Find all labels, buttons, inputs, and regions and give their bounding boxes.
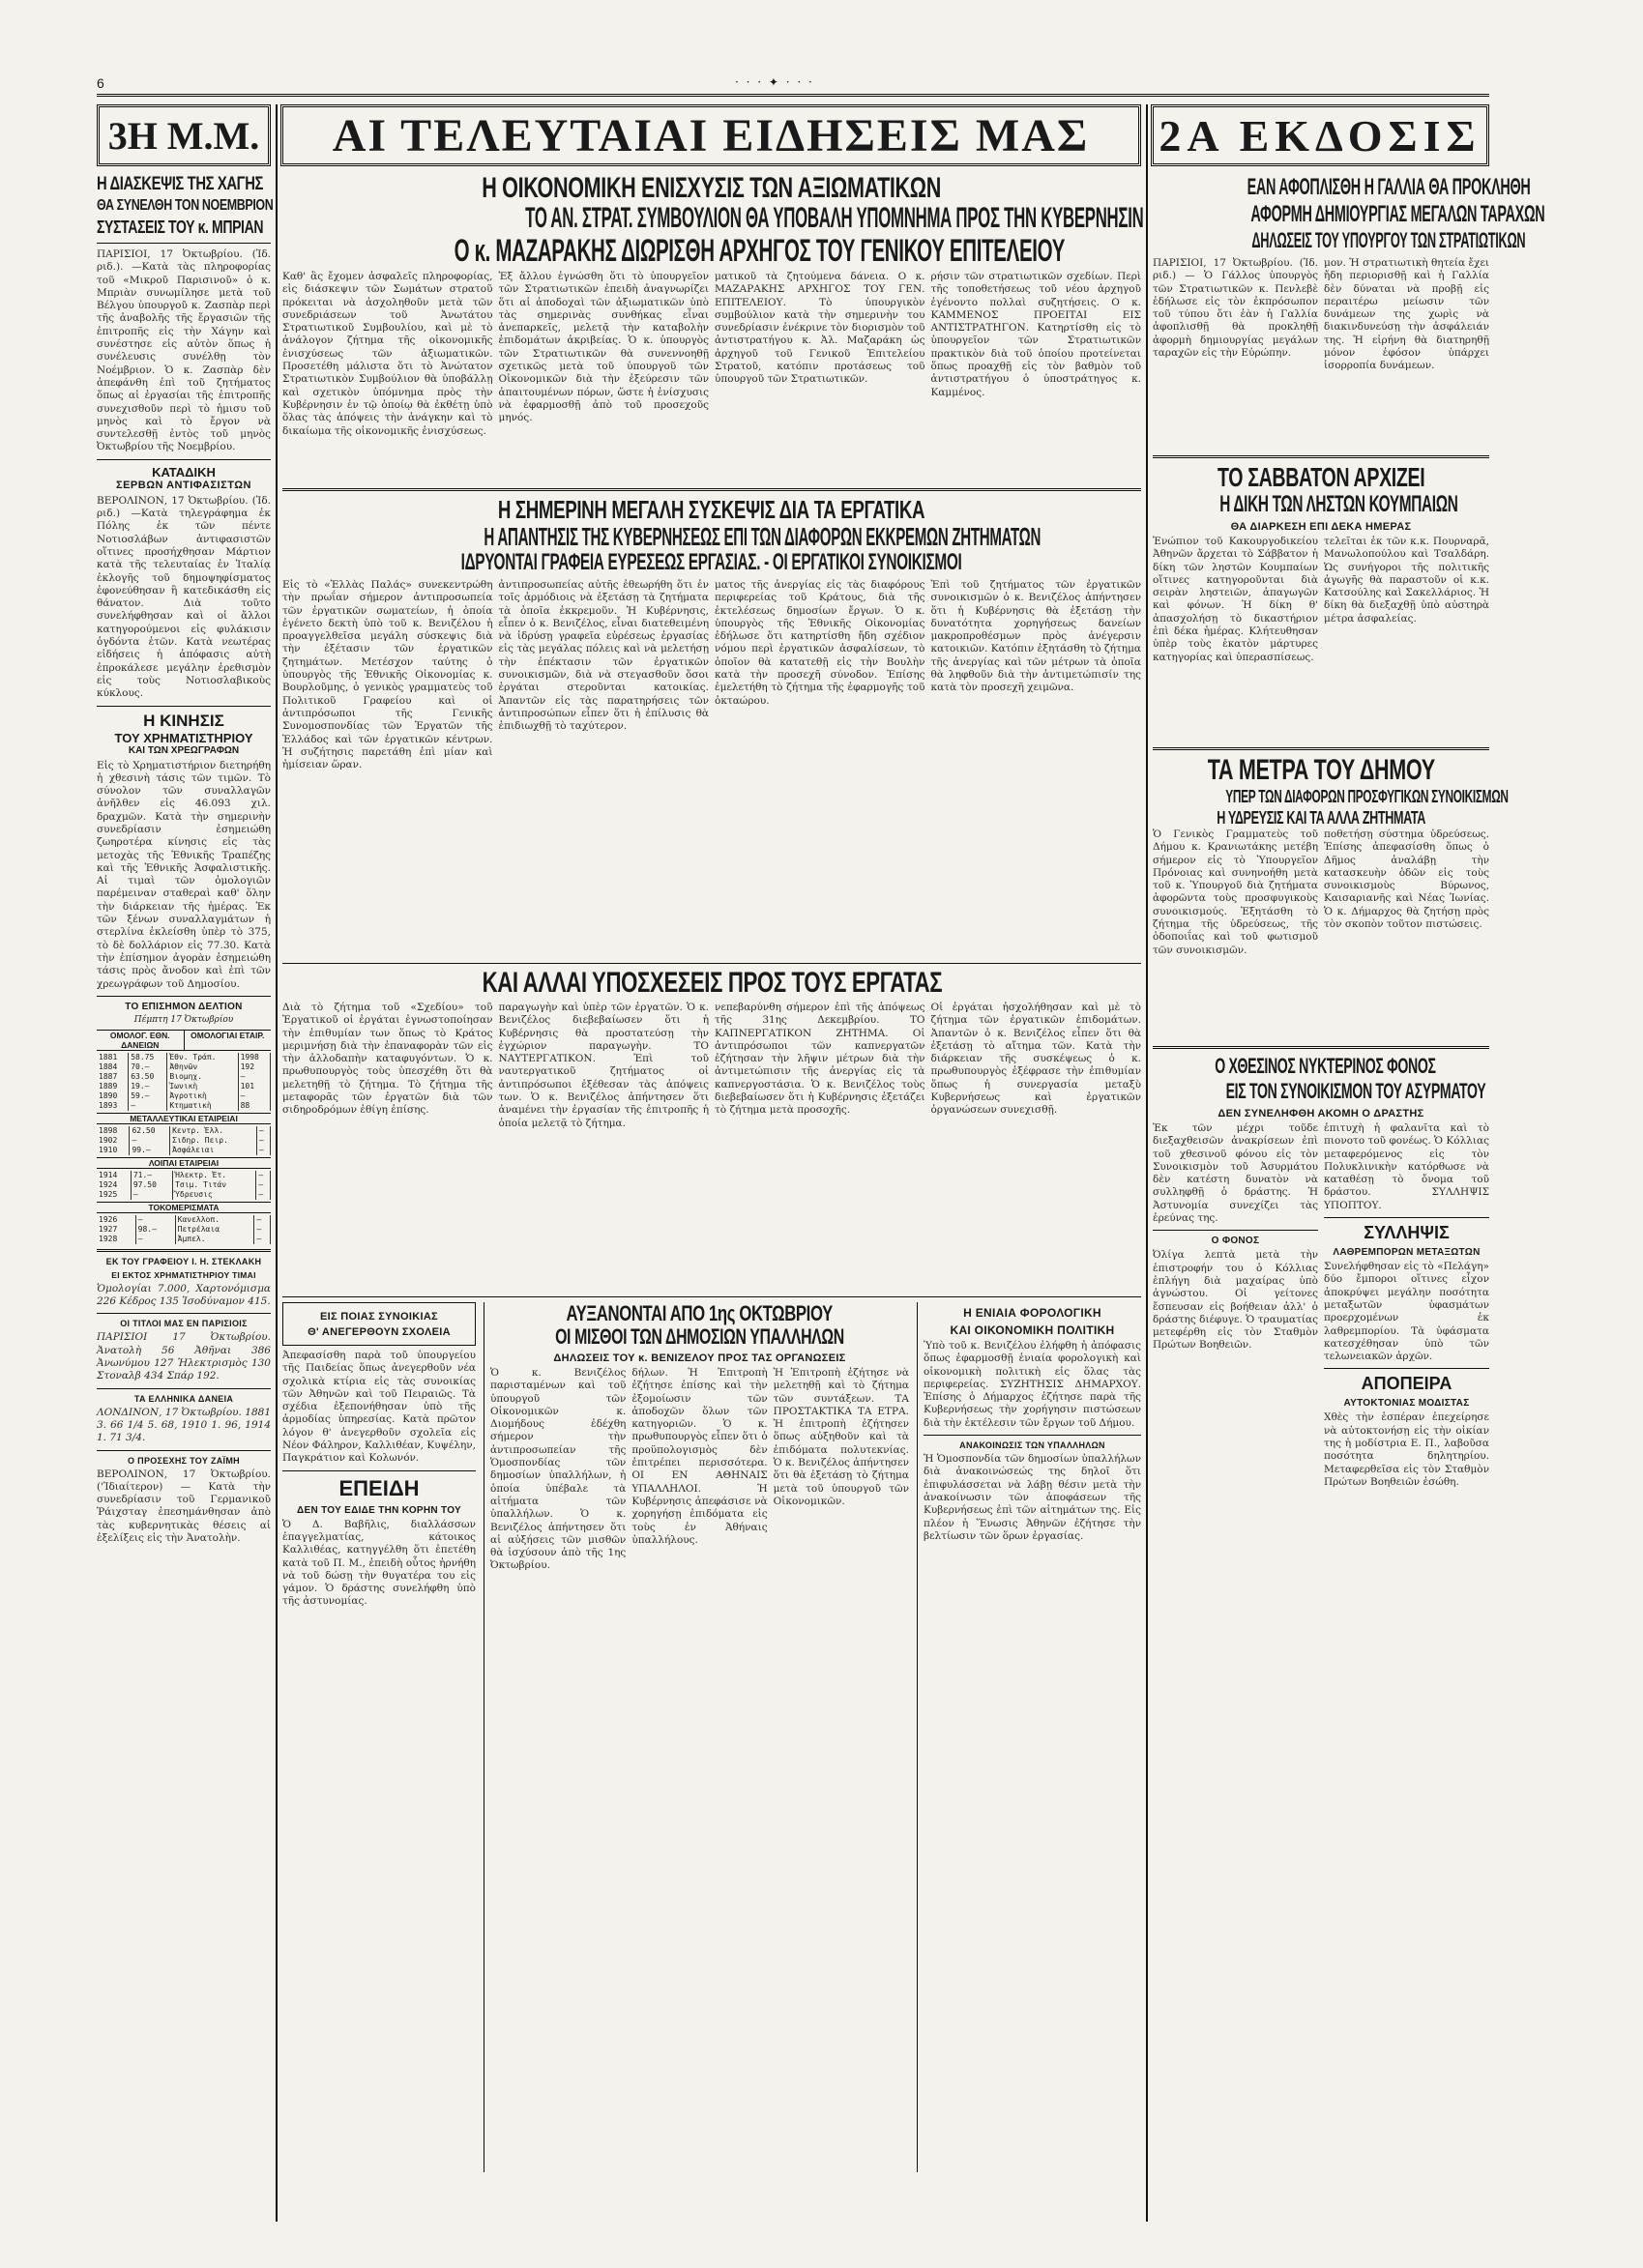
table-cell: 70.— bbox=[129, 1062, 167, 1072]
lead-headline-3: Ο κ. ΜΑΖΑΡΑΚΗΣ ΔΙΩΡΙΣΘΗ ΑΡΧΗΓΟΣ ΤΟΥ ΓΕΝΙΚΟΥ ΕΠΙΤΕΛΕΙΟΥ bbox=[454, 233, 1066, 268]
table-cell: — bbox=[256, 1190, 271, 1200]
table-cell: 1925 bbox=[97, 1190, 131, 1200]
article-text: ρήσιν τῶν στρατιωτικῶν σχεδίων. Περὶ τῆς τοποθετήσεως τοῦ νέου ἀρχηγοῦ ἐγένοντο πολλαὶ συζητήσεις. Ο κ. ΚΑΜΜΕΝΟΣ ΠΡΟΕΙΤΑΙ ΕΙΣ ΑΝΤΙΣΤΡΑΤΗΓΟΝ. Κατηρτίσθη εἰς τὸ ὑπουργεῖον τῶν Στρατιωτικῶν πρακτικὸν διὰ τοῦ ὁποίου προτείνεται ὅπως προαχθῇ εἰς τὸν βαθμὸν τοῦ ἀντιστρατήγου ὁ ὑποστράτηγος κ. Καμμένος. bbox=[930, 271, 1141, 398]
table-cell: Κεντρ. Ἑλλ. bbox=[170, 1126, 257, 1136]
table-cell: 1998 bbox=[238, 1053, 270, 1062]
article-text: Εἰς τὸ «Ἑλλὰς Παλάς» συνεκεντρώθη τὴν πρωΐαν σήμερον ἀντιπροσωπεία τῶν ἐργατικῶν σωματείων, ἡ ὁποία ἐγένετο δεκτὴ ὑπὸ τοῦ κ. Βενιζέλου ἡ προαγγελθεῖσα μεγάλη σύσκεψις διὰ τὴν ἐξέτασιν τῶν ἐργατικῶν ζητημάτων. Μετέσχον ταύτης ὁ ὑπουργὸς τῆς Ἐθνικῆς Οἰκονομίας κ. Βουρλοῦμης, ὁ γενικὸς γραμματεὺς τοῦ Πολιτικοῦ Γραφείου καὶ οἱ ἀντιπρόσωποι τῆς Γενικῆς Συνομοσπονδίας τῶν Ἐργατῶν τῆς Ἑλλάδος καὶ τῶν ἐργατικῶν κέντρων. Ἡ συζήτησις παρετάθη ἐπὶ μίαν καὶ ἡμίσειαν ὥραν. bbox=[282, 579, 493, 771]
article-text: ματος τῆς ἀνεργίας εἰς τὰς διαφόρους περιφερείας τοῦ Κράτους, διὰ τῆς ἐκτελέσεως δημοσίων ἔργων. Ὁ κ. ὑπουργὸς τῆς Ἐθνικῆς Οἰκονομίας ἐδήλωσε ὅτι κατηρτίσθη ἤδη σχέδιον νόμου περὶ ἐργατικῶν ἀσφαλίσεων, τὸ ὁποῖον θὰ κατατεθῇ εἰς τὴν Βουλὴν κατὰ τὴν προσεχῆ σύνοδον. Ἐπίσης ἐμελετήθη τὸ ζήτημα τῆς ἐφαρμογῆς τοῦ ὀκταώρου. bbox=[715, 579, 925, 707]
table-cell: 1898 bbox=[97, 1126, 130, 1136]
table-cell: — bbox=[130, 1136, 170, 1146]
table-row bbox=[97, 1180, 271, 1190]
newspaper-page bbox=[97, 75, 1545, 2224]
story-title: ΚΑΤΑΔΙΚΗ bbox=[152, 464, 216, 480]
article-text: Χθὲς τὴν ἑσπέραν ἐπεχείρησε νὰ αὐτοκτονήσῃ εἰς τὴν οἰκίαν της ἡ μοδίστρια Ε. Π., λαβοῦσα ποσότητα δηλητηρίου. Μεταφερθεῖσα εἰς τὸν Σταθμὸν Πρώτων Βοηθειῶν ἐσώθη. bbox=[1324, 1411, 1489, 1488]
article-text: ἀντιπροσωπείας αὐτῆς ἐθεωρήθη ὅτι ἐν τοῖς ἀρμόδιοις νὰ ἐξετάσῃ τὰ ζητήματα τὰ ὁποῖα ἐκκρεμοῦν. Ἡ Κυβέρνησις, εἶπεν ὁ κ. Βενιζέλος, εἶναι διατεθειμένη νὰ ἱδρύσῃ γραφεῖα εὑρέσεως ἐργασίας εἰς τὰς μεγάλας πόλεις καὶ νὰ μελετήσῃ τὴν ἐπέκτασιν τῶν ἐργατικῶν συνοικισμῶν, διὰ νὰ στεγασθοῦν ὅσοι ἐργάται στεροῦνται κατοικίας. Ἀπαντῶν εἰς τὰς παρατηρήσεις τῶν ἀντιπροσώπων εἶπεν ὅτι ἡ ἐπίλυσις θὰ ἐπιδιωχθῇ τὸ ταχύτερον. bbox=[498, 579, 709, 733]
table-cell: 1902 bbox=[97, 1136, 130, 1146]
headline-line: Η ΥΔΡΕΥΣΙΣ ΚΑΙ ΤΑ ΑΛΛΑ ΖΗΤΗΜΑΤΑ bbox=[1217, 808, 1425, 828]
table-cell: Ἐθν. Τράπ. bbox=[167, 1053, 238, 1062]
table-cell: 98.— bbox=[135, 1225, 175, 1235]
story-title: Θ' ΑΝΕΓΕΡΘΟΥΝ ΣΧΟΛΕΙΑ bbox=[308, 1326, 451, 1338]
table-cell: — bbox=[254, 1225, 271, 1235]
table-cell: 1887 bbox=[97, 1072, 129, 1082]
table-cell: Ἀγροτικὴ bbox=[167, 1091, 238, 1101]
story-title: ΕΠΕΙΔΗ bbox=[338, 1475, 420, 1500]
ornament: · · · ✦ · · · bbox=[735, 75, 814, 89]
official-bulletin-title: ΤΟ ΕΠΙΣΗΜΟΝ ΔΕΛΤΙΟΝ bbox=[125, 1001, 243, 1012]
table-cell: — bbox=[256, 1126, 270, 1136]
table-row bbox=[97, 1215, 271, 1225]
table-cell: 1890 bbox=[97, 1091, 129, 1101]
table-row bbox=[97, 1072, 271, 1082]
table-cell: 62.50 bbox=[130, 1126, 170, 1136]
table-cell: — bbox=[238, 1072, 270, 1082]
section-headline: ΚΑΙ ΑΛΛΑΙ ΥΠΟΣΧΕΣΕΙΣ ΠΡΟΣ ΤΟΥΣ ΕΡΓΑΤΑΣ bbox=[482, 967, 942, 999]
article-text: Ἐπὶ τοῦ ζητήματος τῶν ἐργατικῶν συνοικισμῶν ὁ κ. Βενιζέλος ἀπήντησεν ὅτι ἡ Κυβέρνησις θὰ ἐξετάσῃ τὴν δυνατότητα χορηγήσεως δανείων μακροπροθέσμων πρὸς ἀνέγερσιν κατοικιῶν. Κατόπιν ἐξητάσθη τὸ ζήτημα τῆς ἀνεργίας καὶ τῶν μέτρων τὰ ὁποῖα θὰ ληφθοῦν διὰ τὴν ἀντιμετώπισίν της κατὰ τὸν προσεχῆ χειμῶνα. bbox=[930, 579, 1141, 694]
story-subtitle: ΛΑΘΡΕΜΠΟΡΩΝ ΜΕΤΑΞΩΤΩΝ bbox=[1333, 1247, 1481, 1259]
table-cell: — bbox=[256, 1136, 270, 1146]
table-cell: — bbox=[131, 1190, 172, 1200]
article-text: ποθετήσῃ σύστημα ὑδρεύσεως. Ἐπίσης ἀπεφασίσθη ὅπως ὁ Δῆμος ἀναλάβῃ τὴν κατασκευὴν ὁδῶν εἰς τοὺς συνοικισμοὺς Βύρωνος, Καισαριανῆς καὶ Νέας Ἰωνίας. Ὁ κ. Δήμαρχος θὰ ζητήσῃ πρὸς τὸν σκοπὸν τοῦτον πιστώσεις. bbox=[1324, 829, 1489, 931]
center-column bbox=[282, 172, 1144, 2222]
story-title: ΣΥΛΛΗΨΙΣ bbox=[1364, 1223, 1450, 1243]
article-text: ΒΕΡΟΛΙΝΟΝ, 17 Ὀκτωβρίου. ('Ἰδιαίτερον) — Κατὰ τὴν συνεδρίασιν τοῦ Γερμανικοῦ Ῥάιχσταγ ἐπεσημάνθησαν ἀπὸ τὰς κυβερνητικὰς θέσεις αἱ ἐξελίξεις εἰς τὴν Ἀνατολὴν. bbox=[97, 1468, 271, 1544]
story-title: Η ΚΙΝΗΣΙΣ bbox=[143, 711, 224, 730]
article-text: παραγωγὴν καὶ ὑπὲρ τῶν ἐργατῶν. Ὁ κ. Βενιζέλος διεβεβαίωσεν ὅτι ἡ Κυβέρνησις θὰ προστατεύσῃ τὴν ἐγχώριον παραγωγὴν. ΤΟ ΝΑΥΤΕΡΓΑΤΙΚΟΝ. Ἐπὶ τοῦ ναυτεργατικοῦ ζητήματος οἱ ἀντιπρόσωποι ἐξέθεσαν τὰς ἀπόψεις των. Ὁ κ. Βενιζέλος ἀπήντησεν ὅτι ἀναμένει τὴν ἐργασίαν τῆς ἐπιτροπῆς ἡ ὁποία μελετᾷ τὸ ζήτημα. bbox=[498, 1002, 709, 1129]
story-subtitle: ΔΗΛΩΣΕΙΣ ΤΟΥ κ. ΒΕΝΙΖΕΛΟΥ ΠΡΟΣ ΤΑΣ ΟΡΓΑΝΩΣΕΙΣ bbox=[553, 1352, 846, 1364]
story-title: ΕΙΣ ΠΟΙΑΣ ΣΥΝΟΙΚΙΑΣ bbox=[320, 1311, 438, 1323]
table-section-header: ΜΕΤΑΛΛΕΥΤΙΚΑΙ ΕΤΑΙΡΕΙΑΙ bbox=[97, 1113, 271, 1124]
article-text: Ἀπεφασίσθη παρὰ τοῦ ὑπουργείου τῆς Παιδείας ὅπως ἀνεγερθοῦν νέα σχολικὰ κτίρια εἰς τὰς συνοικίας τῶν Ἀθηνῶν καὶ τοῦ Πειραιῶς. Τὰ σχέδια ἐξεπονήθησαν ὑπὸ τῆς ἀρμοδίας ὑπηρεσίας. Κατὰ πρῶτον λόγον θ' ἀνεγερθοῦν σχολεῖα εἰς Νέον Φάληρον, Καλλιθέαν, Κυψέλην, Παγκράτιον καὶ Κολωνόν. bbox=[282, 1350, 476, 1465]
story-subtitle: ΑΥΤΟΚΤΟΝΙΑΣ ΜΟΔΙΣΤΑΣ bbox=[1343, 1398, 1470, 1410]
table-cell: 71.— bbox=[131, 1171, 172, 1180]
headline-line: ΥΠΕΡ ΤΩΝ ΔΙΑΦΟΡΩΝ ΠΡΟΣΦΥΓΙΚΩΝ ΣΥΝΟΙΚΙΣΜΩΝ bbox=[1225, 787, 1509, 806]
article-text: δήλων. Ἡ Ἐπιτροπὴ ἐζήτησε ἐπίσης καὶ τὴν ἐξομοίωσιν τῶν ἀποδοχῶν ὅλων τῶν κατηγοριῶν. Ὁ κ. πρωθυπουργὸς εἶπεν ὅτι ὁ προϋπολογισμὸς δὲν ἐπιτρέπει περισσότερα. ΟΙ ΕΝ ΑΘΗΝΑΙΣ ΥΠΑΛΛΗΛΟΙ. Ἡ Κυβέρνησις ἀπεφάσισε νὰ χορηγήσῃ ἐπιδόματα εἰς τοὺς ἐν Ἀθήναις ὑπαλλήλους. bbox=[631, 1367, 768, 1546]
table-cell: 19.— bbox=[129, 1082, 167, 1091]
article-text: Ἡ Ὁμοσπονδία τῶν δημοσίων ὑπαλλήλων διὰ ἀνακοινώσεώς της δηλοῖ ὅτι ἐπιφυλάσσεται νὰ λάβῃ θέσιν μετὰ τὴν ἀνακοίνωσιν τῶν ἀποφάσεων τῆς Κυβερνήσεως ἐπὶ τῶν αἰτημάτων της. Εἰς πλέον ἡ Ἕνωσις Ἀθηνῶν ἐζήτησε τὴν βελτίωσιν τῶν ὅρων ἐργασίας. bbox=[924, 1453, 1141, 1542]
table-cell: 1926 bbox=[97, 1215, 135, 1225]
table-cell: — bbox=[129, 1101, 167, 1111]
article-text: Ἐνώπιον τοῦ Κακουργοδικείου Ἀθηνῶν ἄρχεται τὸ Σάββατον ἡ δίκη τῶν ληστῶν Κουμπαίων οἵτινες κατηγοροῦνται διὰ σειρὰν ληστειῶν, ἀπαγωγῶν καὶ φόνων. Ἡ δίκη θ' ἀπασχολήσῃ τὸ δικαστήριον ἐπὶ δέκα ἡμέρας. Κλήτευθησαν ὑπὲρ τοὺς ἑκατὸν μάρτυρες κατηγορίας καὶ ὑπερασπίσεως. bbox=[1153, 536, 1318, 663]
story-title: ΣΕΡΒΩΝ ΑΝΤΙΦΑΣΙΣΤΩΝ bbox=[115, 479, 251, 491]
table-section-header: ΛΟΙΠΑΙ ΕΤΑΙΡΕΙΑΙ bbox=[97, 1157, 271, 1169]
table-row bbox=[97, 1091, 271, 1101]
table-row bbox=[97, 1171, 271, 1180]
table-cell: Ὕδρευσις bbox=[173, 1190, 256, 1200]
article-text: μον. Ἡ στρατιωτικὴ θητεία ἔχει ἤδη περιορισθῇ καὶ ἡ Γαλλία δὲν δύναται νὰ προβῇ εἰς περαιτέρω μείωσιν τῶν δυνάμεων της χωρὶς νὰ διακινδυνεύσῃ τὴν ἀσφάλειάν της. Ἡ εἰρήνη θὰ διατηρηθῇ μόνον ἐφόσον ὑπάρχει ἰσορροπία δυνάμεων. bbox=[1324, 257, 1489, 372]
stock-table bbox=[97, 1126, 271, 1155]
article-text: Ἐκ τῶν μέχρι τοῦδε διεξαχθεισῶν ἀνακρίσεων ἐπὶ τοῦ χθεσινοῦ φόνου εἰς τὸν Συνοικισμὸν τοῦ Ἀσυρμάτου δὲν κατέστη δυνατὸν νὰ συλληφθῇ ὁ δράστης. Ἡ Ἀστυνομία συνεχίζει τὰς ἐρεύνας της. bbox=[1153, 1122, 1318, 1225]
table-cell: Ἀσφάλειαι bbox=[170, 1146, 257, 1155]
stock-table bbox=[97, 1171, 271, 1200]
article-text: Ὁ Γενικὸς Γραμματεὺς τοῦ Δήμου κ. Κρανιωτάκης μετέβη σήμερον εἰς τὸ Ὑπουργεῖον Πρόνοιας καὶ συνηνοήθη μετὰ τοῦ κ. Ὑπουργοῦ διὰ ζητήματα ἀφορῶντα τοὺς προσφυγικοὺς συνοικισμούς. Ἐξητάσθη τὸ ζήτημα τῆς ὑδρεύσεως, τῆς ὁδοποιΐας καὶ τοῦ φωτισμοῦ τῶν συνοικισμῶν. bbox=[1153, 829, 1318, 956]
article-text: νεπεβαρύνθη σήμερον ἐπὶ τῆς ἀπόψεως τῆς 31ης Δεκεμβρίου. ΤΟ ΚΑΠΝΕΡΓΑΤΙΚΟΝ ΖΗΤΗΜΑ. Οἱ ἀντιπρόσωποι τῶν καπνεργατῶν ἐζήτησαν τὴν λῆψιν μέτρων διὰ τὴν ἀντιμετώπισιν τῆς ἀνεργίας εἰς τὰ καπνεργοστάσια. Ὁ κ. Βενιζέλος τοὺς διεβεβαίωσεν ὅτι ἡ Κυβέρνησις ἐξετάζει τὸ ζήτημα μετὰ προσοχῆς. bbox=[715, 1002, 925, 1117]
article-text: Ὁμολογίαι 7.000, Χαρτονόμισμα 226 Κέδρος 135 Ἰσοδύναμον 415. bbox=[97, 1282, 271, 1308]
article-text: ΠΑΡΙΣΙΟΙ, 17 Ὀκτωβρίου. (Ἰδ. ριδ.). —Κατὰ τὰς πληροφορίας τοῦ «Μικροῦ Παρισινοῦ» ὁ κ. Μπριὰν συνωμίλησε μετὰ τοῦ Βέλγου ὑπουργοῦ κ. Ζασπὰρ περὶ τῆς ἀναβολῆς τῆς ἔργασιῶν τῆς ἐπιτροπῆς εἰς τὴν Χάγην καὶ συνέστησε εἰς αὐτὸν ὅπως ἡ συνέλευσις συνέλθῃ τὸν Νοέμβριον. Ὁ κ. Ζασπὰρ δὲν ἀπεφάνθη ἐπὶ τοῦ ζητήματος ὅπως αἱ ἐργασίαι τῆς ἐπιτροπῆς συνεχισθοῦν περὶ τὸ ἡμισυ τοῦ μηνὸς καὶ τὸ ἔργον νὰ συντελεσθῇ ἐντὸς τοῦ μηνὸς Ὀκτωβρίου τῆς Νοεμβρίου. bbox=[97, 248, 271, 453]
headline-line: Η ΔΙΚΗ ΤΩΝ ΛΗΣΤΩΝ ΚΟΥΜΠΑΙΩΝ bbox=[1219, 491, 1458, 517]
masthead-left: 3Η Μ.Μ. bbox=[97, 104, 271, 166]
column-rule bbox=[276, 104, 278, 2222]
article-text: Ἡ Ἐπιτροπὴ ἐζήτησε νὰ μελετηθῇ καὶ τὸ ζήτημα τῶν συντάξεων. ΤΑ ΠΡΟΣΤΑΚΤΙΚΑ ΤΑ ΕΤΡΑ. Ἡ ἐπιτροπὴ ἐζήτησεν ὅπως αὐξηθοῦν καὶ τὰ ἐπιδόματα πολυτεκνίας. Ὁ κ. Βενιζέλος ἀπήντησεν ὅτι θὰ ἐξετάσῃ τὸ ζήτημα μετὰ τοῦ ὑπουργοῦ τῶν Οἰκονομικῶν. bbox=[773, 1367, 909, 1507]
table-cell: 101 bbox=[238, 1082, 270, 1091]
table-cell: Τσιμ. Τιτάν bbox=[173, 1180, 256, 1190]
table-row bbox=[97, 1126, 271, 1136]
story-title: ΤΑ ΕΛΛΗΝΙΚΑ ΔΑΝΕΙΑ bbox=[133, 1393, 234, 1404]
salary-article: ΑΥΞΑΝΟΝΤΑΙ ΑΠΟ 1ης ΟΚΤΩΒΡΙΟΥ ΟΙ ΜΙΣΘΟΙ ΤΩΝ ΔΗΜΟΣΙΩΝ ΥΠΑΛΛΗΛΩΝ ΔΗΛΩΣΕΙΣ ΤΟΥ κ. ΒΕΝΙΖΕΛΟΥ ΠΡΟΣ ΤΑΣ ΟΡΓΑΝΩΣΕΙΣ Ὁ κ. Βενιζέλος παρισταμένων καὶ τοῦ ὑπουργοῦ τῶν Οἰκονομικῶν κ. Διομήδους ἐδέχθη σήμερον τὴν ἀντιπροσωπείαν τῆς Ὁμοσπονδίας τῶν δημοσίων ὑπαλλήλων, ἡ ὁποία ὑπέβαλε τὰ αἰτήματα τῶν ὑπαλλήλων. Ὁ κ. Βενιζέλος ἀπήντησεν ὅτι αἱ αὐξήσεις τῶν μισθῶν θὰ ἰσχύσουν ἀπὸ τῆς 1ης Ὀκτωβρίου. δήλων. Ἡ Ἐπιτροπὴ ἐζήτησε ἐπίσης καὶ τὴν ἐξομοίωσιν τῶν ἀποδοχῶν ὅλων τῶν κατηγοριῶν. Ὁ κ. πρωθυπουργὸς εἶπεν ὅτι ὁ προϋπολογισμὸς δὲν ἐπιτρέπει περισσότερα. ΟΙ ΕΝ ΑΘΗΝΑΙΣ ΥΠΑΛΛΗΛΟΙ. Ἡ Κυβέρνησις ἀπεφάσισε νὰ χορηγήσῃ ἐπιδόματα εἰς τοὺς ἐν Ἀθήναις ὑπαλλήλους. Ἡ Ἐπιτροπὴ ἐζήτησε νὰ μελετηθῇ καὶ τὸ ζήτημα τῶν συντάξεων. ΤΑ ΠΡΟΣΤΑΚΤΙΚΑ ΤΑ ΕΤΡΑ. Ἡ ἐπιτροπὴ ἐζήτησεν ὅπως αὐξηθοῦν καὶ τὰ ἐπιδόματα πολυτεκνίας. Ὁ κ. Βενιζέλος ἀπήντησεν ὅτι θὰ ἐξετάσῃ τὸ ζήτημα μετὰ τοῦ ὑπουργοῦ τῶν Οἰκονομικῶν. bbox=[484, 1302, 909, 2172]
story-title: ΑΠΟΠΕΙΡΑ bbox=[1361, 1374, 1452, 1394]
article-text: Διὰ τὸ ζήτημα τοῦ «Σχεδίου» τοῦ Ἐργατικοῦ οἱ ἐργάται ἐγνωστοποίησαν τὴν ἐπιθυμίαν των ὅπως τὸ Κράτος μεριμνήσῃ διὰ τὴν ἐπαναφορὰν τῶν εἰς τὴν ἀλλοδαπὴν καταφυγόντων. Ὁ κ. πρωθυπουργὸς τοὺς ὑπεσχέθη ὅτι θὰ μελετηθῇ τὸ ζήτημα. Τὸ ζήτημα τῆς μεταφορᾶς τῶν ἐργατῶν διὰ τῶν σιδηροδρόμων ἐθίγη ἐπίσης. bbox=[282, 1002, 493, 1117]
table-cell: 99.— bbox=[130, 1146, 170, 1155]
article-text: Ὁ Δ. Βαβῆλις, διαλλάσσων ἐπαγγελματίας, κάτοικος Καλλιθέας, κατηγγέλθη ὅτι ἐπετέθη κατὰ τοῦ Π. Μ., ἐπειδὴ οὗτος ἠρνήθη νὰ τοῦ δώσῃ τὴν θυγατέρα του εἰς γάμον. Ὁ δράστης συνελήφθη ὑπὸ τῆς ἀστυνομίας. bbox=[282, 1518, 476, 1608]
story-title: ΑΝΑΚΟΙΝΩΣΙΣ ΤΩΝ ΥΠΑΛΛΗΛΩΝ bbox=[959, 1440, 1105, 1451]
table-cell: 1881 bbox=[97, 1053, 129, 1062]
article-text: τελεῖται ἐκ τῶν κ.κ. Πουρναρᾶ, Μανωλοπούλου καὶ Τσαλδάρη. Ὡς συνήγοροι τῆς πολιτικῆς ἀγωγῆς θὰ παραστοῦν οἱ κ.κ. Κατσούλης καὶ Σακελλάριος. Ἡ δίκη θὰ διεξαχθῇ ὑπὸ αὐστηρὰ μέτρα ἀσφαλείας. bbox=[1324, 536, 1489, 625]
table-row bbox=[97, 1190, 271, 1200]
left-column bbox=[97, 174, 274, 2222]
story-subtitle: ΔΕΝ ΣΥΝΕΛΗΦΘΗ ΑΚΟΜΗ Ο ΔΡΑΣΤΗΣ bbox=[1218, 1108, 1424, 1119]
article-text: Καθ' ἃς ἔχομεν ἀσφαλεῖς πληροφορίας, εἰς διάσκεψιν τῶν Σωμάτων στρατοῦ πρόκειται νὰ ἀσχοληθοῦν μετὰ τῶν συνεδριάσεων τοῦ Ἀνωτάτου Στρατιωτικοῦ Συμβουλίου, καὶ μὲ τὸ ἀνάλογον ζήτημα τῆς οἰκονομικῆς ἐνισχύσεως τῶν ἀξιωματικῶν. Προσετέθη μάλιστα ὅτι τὸ Ἀνώτατον Στρατιωτικὸν Συμβούλιον θὰ ὑποβάλλῃ καὶ σχετικὸν ὑπόμνημα πρὸς τὴν Κυβέρνησιν ἐν τῷ ὁποίῳ θὰ ἐκθέτῃ ὑπὸ ὅλας τὰς ἀπόψεις τὴν ἀνάγκην καὶ τὸ δικαίωμα τῆς οἰκονομικῆς ἐνισχύσεως. bbox=[282, 271, 493, 437]
section-headline: Η ΣΗΜΕΡΙΝΗ ΜΕΓΑΛΗ ΣΥΣΚΕΨΙΣ ΔΙΑ ΤΑ ΕΡΓΑΤΙΚΑ bbox=[498, 495, 925, 524]
page-number: 6 bbox=[97, 75, 104, 91]
article-text: ΠΑΡΙΣΙΟΙ, 17 Ὀκτωβρίου. (Ἰδ. ριδ.) — Ὁ Γάλλος ὑπουργὸς τῶν Στρατιωτικῶν κ. Πενλεβὲ ἐδήλωσε εἰς τὸν ἐκπρόσωπον τοῦ τύπου ὅτι ἐὰν ἡ Γαλλία ἀφοπλισθῇ θὰ προκληθῇ ἀφορμὴ δημιουργίας μεγάλων ταραχῶν εἰς τὴν Εὐρώπην. bbox=[1153, 257, 1318, 360]
exchange-subtitle: ΕΙ ΕΚΤΟΣ ΧΡΗΜΑΤΙΣΤΗΡΙΟΥ ΤΙΜΑΙ bbox=[111, 1269, 256, 1280]
table-cell: 192 bbox=[238, 1062, 270, 1072]
table-section-header: ΤΟΚΟΜΕΡΙΣΜΑΤΑ bbox=[97, 1202, 271, 1213]
table-header: ΟΜΟΛΟΓΙΑΙ ΕΤΑΙΡ. bbox=[185, 1030, 272, 1051]
story-subtitle: ΔΕΝ ΤΟΥ ΕΔΙΔΕ ΤΗΝ ΚΟΡΗΝ ΤΟΥ bbox=[297, 1504, 461, 1516]
table-cell: Κτηματικὴ bbox=[167, 1101, 238, 1111]
table-row bbox=[97, 1062, 271, 1072]
headline-line: ΕΙΣ ΤΟΝ ΣΥΝΟΙΚΙΣΜΟΝ ΤΟΥ ΑΣΥΡΜΑΤΟΥ bbox=[1225, 1079, 1486, 1103]
column-rule bbox=[1146, 104, 1148, 2222]
table-row bbox=[97, 1225, 271, 1235]
lead-headline-2: ΤΟ ΑΝ. ΣΤΡΑΤ. ΣΥΜΒΟΥΛΙΟΝ ΘΑ ΥΠΟΒΑΛΗ ΥΠΟΜΝΗΜΑ ΠΡΟΣ ΤΗΝ ΚΥΒΕΡΝΗΣΙΝ bbox=[525, 202, 1144, 234]
left-headline: Η ΔΙΑΣΚΕΨΙΣ ΤΗΣ ΧΑΓΗΣ ΘΑ ΣΥΝΕΛΘΗ ΤΟΝ ΝΟΕΜΒΡΙΟΝ ΣΥΣΤΑΣΕΙΣ ΤΟΥ κ. ΜΠΡΙΑΝ bbox=[97, 174, 274, 237]
table-cell: — bbox=[254, 1235, 271, 1244]
article-text: Οἱ ἐργάται ἠσχολήθησαν καὶ μὲ τὸ ζήτημα τῶν ἐργατικῶν ἐπιδομάτων. Ἀπαντῶν ὁ κ. Βενιζέλος εἶπεν ὅτι θὰ ἐξετάσῃ τὸ αἴτημα τῶν. Κατὰ τὴν διάρκειαν τῆς συσκέψεως ὁ κ. πρωθυπουργὸς ἐξέφρασε τὴν ἐπιθυμίαν ὅπως ἡ συνεργασία μεταξὺ Κυβερνήσεως καὶ ἐργατικῶν ὀργανώσεων συνεχισθῇ. bbox=[930, 1002, 1141, 1117]
stock-table bbox=[97, 1053, 271, 1111]
table-row bbox=[97, 1146, 271, 1155]
story-title: Ο ΦΟΝΟΣ bbox=[1211, 1236, 1260, 1247]
table-cell: 1910 bbox=[97, 1146, 130, 1155]
right-column bbox=[1153, 174, 1545, 2222]
article-text: Συνελήφθησαν εἰς τὸ «Πελάγη» δύο ἔμποροι οἵτινες εἶχον ἀποκρύψει μεγάλην ποσότητα μεταξωτῶν ὑφασμάτων προερχομένων ἐκ λαθρεμπορίου. Τὰ ὑφάσματα κατεσχέθησαν ὑπὸ τῶν τελωνειακῶν ἀρχῶν. bbox=[1324, 1261, 1489, 1363]
table-cell: 1924 bbox=[97, 1180, 131, 1190]
stock-table bbox=[97, 1215, 271, 1244]
story-title: ΤΟΥ ΧΡΗΜΑΤΙΣΤΗΡΙΟΥ bbox=[114, 730, 253, 745]
table-cell: 1914 bbox=[97, 1171, 131, 1180]
table-row bbox=[97, 1101, 271, 1111]
masthead-center: ΑΙ ΤΕΛΕΥΤΑΙΑΙ ΕΙΔΗΣΕΙΣ ΜΑΣ bbox=[280, 104, 1141, 166]
table-cell: — bbox=[256, 1146, 270, 1155]
top-rule bbox=[97, 77, 1489, 97]
headline-line: ΕΑΝ ΑΦΟΠΛΙΣΘΗ Η ΓΑΛΛΙΑ ΘΑ ΠΡΟΚΛΗΘΗ bbox=[1247, 174, 1531, 200]
story-title: ΚΑΙ ΤΩΝ ΧΡΕΩΓΡΑΦΩΝ bbox=[128, 744, 240, 756]
table-cell: Ἀθηνῶν bbox=[167, 1062, 238, 1072]
table-row bbox=[97, 1082, 271, 1091]
headline-line: ΤΑ ΜΕΤΡΑ ΤΟΥ ΔΗΜΟΥ bbox=[1207, 754, 1435, 786]
table-cell: 59.— bbox=[129, 1091, 167, 1101]
headline-line: ΤΟ ΣΑΒΒΑΤΟΝ ΑΡΧΙΖΕΙ bbox=[1217, 462, 1425, 492]
section-headline: ΙΔΡΥΟΝΤΑΙ ΓΡΑΦΕΙΑ ΕΥΡΕΣΕΩΣ ΕΡΓΑΣΙΑΣ. - ΟΙ ΕΡΓΑΤΙΚΟΙ ΣΥΝΟΙΚΙΣΜΟΙ bbox=[461, 549, 962, 575]
article-text: ματικοῦ τὰ ζητούμενα δάνεια. Ο κ. ΜΑΖΑΡΑΚΗΣ ΑΡΧΗΓΟΣ ΤΟΥ ΓΕΝ. ΕΠΙΤΕΛΕΙΟΥ. Τὸ ὑπουργικὸν συμβούλιον κατὰ τὴν σημερινὴν του συνεδρίασιν ἐνέκρινε τὸν διορισμὸν τοῦ ἀντιστρατήγου κ. Ἀλ. Μαζαράκη ὡς ἀρχηγοῦ τοῦ Γενικοῦ Ἐπιτελείου Στρατοῦ, κατόπιν προτάσεως τοῦ ὑπουργοῦ τῶν Στρατιωτικῶν. bbox=[715, 271, 925, 386]
table-cell: 88 bbox=[238, 1101, 270, 1111]
table-row bbox=[97, 1053, 271, 1062]
article-text: Εἰς τὸ Χρηματιστήριον διετηρήθη ἡ χθεσινὴ τάσις τῶν τιμῶν. Τὸ σύνολον τῶν συναλλαγῶν ἀνῆλθεν εἰς 46.093 χιλ. δραχμῶν. Κατὰ τὴν σημερινὴν συνεδρίασιν ἐσημειώθη ζωηροτέρα κίνησις εἰς τὰς μετοχὰς τῆς Ἐθνικῆς Τραπέζης καὶ τῆς Ἐθνικῆς Ἀσφαλιστικῆς. Αἱ τιμαὶ τῶν ὁμολογιῶν παρέμειναν σταθεραὶ καθ' ὅλην τὴν διάρκειαν τῆς ἡμέρας. Ἐκ τῶν ξένων συναλλαγμάτων ἡ στερλίνα ἐκλείσθη ὑπὲρ τὸ 375, τὸ δὲ δολλάριον εἰς 77.30. Κατὰ τὴν ἐπίσημον ἀγορὰν ἐσημειώθη τάσις πρὸς ἄνοδον καὶ ἐπὶ τῶν χρεωγράφων τοῦ Δημοσίου. bbox=[97, 759, 271, 990]
headline-line: ΑΦΟΡΜΗ ΔΗΜΙΟΥΡΓΙΑΣ ΜΕΓΑΛΩΝ ΤΑΡΑΧΩΝ bbox=[1250, 201, 1545, 227]
table-cell: Ἰωνικὴ bbox=[167, 1082, 238, 1091]
table-cell: 58.75 bbox=[129, 1053, 167, 1062]
lead-headline-1: Η ΟΙΚΟΝΟΜΙΚΗ ΕΝΙΣΧΥΣΙΣ ΤΩΝ ΑΞΙΩΜΑΤΙΚΩΝ bbox=[482, 172, 942, 204]
story-title: ΟΙ ΤΙΤΛΟΙ ΜΑΣ ΕΝ ΠΑΡΙΣΙΟΙΣ bbox=[120, 1319, 248, 1329]
masthead-right: 2Α ΕΚΔΟΣΙΣ bbox=[1151, 104, 1489, 166]
table-cell: 1884 bbox=[97, 1062, 129, 1072]
table-cell: 1893 bbox=[97, 1101, 129, 1111]
table-cell: — bbox=[238, 1091, 270, 1101]
section-headline: Η ΑΠΑΝΤΗΣΙΣ ΤΗΣ ΚΥΒΕΡΝΗΣΕΩΣ ΕΠΙ ΤΩΝ ΔΙΑΦΟΡΩΝ ΕΚΚΡΕΜΩΝ ΖΗΤΗΜΑΤΩΝ bbox=[484, 522, 1042, 551]
article-text: ΠΑΡΙΣΙΟΙ 17 Ὀκτωβρίου. Ἀνατολὴ 56 Ἀθῆναι 386 Ἀνωνύμου 127 Ἠλεκτρισμὸς 130 Στοναλβ 434 Σπάρ 192. bbox=[97, 1331, 271, 1382]
article-text: Ὀλίγα λεπτὰ μετὰ τὴν ἐπιστροφήν του ὁ Κόλλιας ἐπλήγη διὰ μαχαίρας ὑπὸ ἀγνώστου. Οἱ γείτονες ἔσπευσαν εἰς βοήθειαν ἀλλ' ὁ δράστης διέφυγε. Ὁ τραυματίας μετεφέρθη εἰς τὸν Σταθμὸν Πρώτων Βοηθειῶν. bbox=[1153, 1249, 1318, 1352]
article-text: Ἐξ ἄλλου ἐγνώσθη ὅτι τὸ ὑπουργεῖον τῶν Στρατιωτικῶν ἐπειδὴ ἀναγνωρίζει ὅτι αἱ ἀποδοχαὶ τῶν ἀξιωματικῶν ὑπὸ τὰς σημερινὰς συνθήκας εἶναι ἀνεπαρκεῖς, μελετᾷ τὴν καταβολὴν ἐπιδομάτων ἀκριβείας. Ὁ κ. ὑπουργὸς τῶν Στρατιωτικῶν θὰ συνεννοηθῇ σχετικῶς μετὰ τοῦ ὑπουργοῦ τῶν Οἰκονομικῶν διὰ τὴν ἐξεύρεσιν τῶν ἀπαιτουμένων πόρων, ὥστε ἡ ἐνίσχυσις νὰ ἐφαρμοσθῇ ἀπὸ τοῦ προσεχοῦς μηνός. bbox=[498, 271, 709, 424]
official-bulletin-date: Πέμπτη 17 Ὀκτωβρίου bbox=[133, 1014, 234, 1025]
table-cell: Σιδηρ. Πειρ. bbox=[170, 1136, 257, 1146]
story-title: ΚΑΙ ΟΙΚΟΝΟΜΙΚΗ ΠΟΛΙΤΙΚΗ bbox=[950, 1323, 1115, 1337]
table-cell: Πετρέλαια bbox=[175, 1225, 254, 1235]
table-cell: Κανελλοπ. bbox=[175, 1215, 254, 1225]
story-title: Ο ΠΡΟΣΕΧΗΣ ΤΟΥ ΖΑΪΜΗ bbox=[128, 1455, 240, 1466]
article-text: ΒΕΡΟΛΙΝΟΝ, 17 Ὀκτωβρίου. (Ἰδ. ριδ.) —Κατὰ τηλεγράφημα ἐκ Πόλης ἐκ τῶν πέντε Νοτιοσλάβων ἀντιφασιστῶν οἵτινες προσήχθησαν Μάρτιον κατὰ τῆς τελευταίας ἐν Ἰταλίᾳ ἐκλογῆς τοῦ δημοψηφίσματος ἐφονεύθησαν ἢ κατεδικάσθη εἰς θάνατον. Διὰ τοῦτο συνελήφθησαν καὶ οἱ ἄλλοι κατηγορούμενοι εἰς φυλάκισιν ὀγδόντα ἐτῶν. Κατὰ νεωτέρας εἰδήσεις ἡ ἀπόφασις αὐτὴ ἐπροκάλεσε μεγάλην ἐρεθισμὸν εἰς τοὺς Νοτιοσλαβικοὺς κύκλους. bbox=[97, 494, 271, 700]
table-cell: Ἡλεκτρ. Ἐτ. bbox=[173, 1171, 256, 1180]
article-text: ΛΟΝΔΙΝΟΝ, 17 Ὀκτωβρίου. 1881 3. 66 1/4 5. 68, 1910 1. 96, 1914 1. 71 3/4. bbox=[97, 1406, 271, 1444]
table-cell: — bbox=[254, 1215, 271, 1225]
table-cell: — bbox=[135, 1235, 175, 1244]
table-row bbox=[97, 1235, 271, 1244]
table-cell: 63.50 bbox=[129, 1072, 167, 1082]
left-subcolumn bbox=[282, 1302, 476, 2172]
story-title: Η ΕΝΙΑΙΑ ΦΟΡΟΛΟΓΙΚΗ bbox=[963, 1306, 1101, 1320]
table-row bbox=[97, 1136, 271, 1146]
headline-line: ΔΗΛΩΣΕΙΣ ΤΟΥ ΥΠΟΥΡΓΟΥ ΤΩΝ ΣΤΡΑΤΙΩΤΙΚΩΝ bbox=[1251, 228, 1526, 252]
table-cell: 1928 bbox=[97, 1235, 135, 1244]
table-cell: Ἀμπελ. bbox=[175, 1235, 254, 1244]
article-text: ἐπιτυχὴ ἡ φαλανῖτα καὶ τὸ πιονοτο τοῦ φονέως. Ὁ Κόλλιας μεταφερόμενος εἰς τὸν Πολυκλινικὴν κατόρθωσε νὰ καταθέσῃ τὸ ὄνομα τοῦ δράστου. ΣΥΛΛΗΨΙΣ ΥΠΟΠΤΟΥ. bbox=[1324, 1122, 1489, 1211]
table-header: ΟΜΟΛΟΓ. ΕΘΝ. ΔΑΝΕΙΩΝ bbox=[97, 1030, 185, 1051]
table-cell: Βιομηχ. bbox=[167, 1072, 238, 1082]
table-cell: — bbox=[256, 1171, 271, 1180]
table-cell: — bbox=[256, 1180, 271, 1190]
article-text: Ὁ κ. Βενιζέλος παρισταμένων καὶ τοῦ ὑπουργοῦ τῶν Οἰκονομικῶν κ. Διομήδους ἐδέχθη σήμερον τὴν ἀντιπροσωπείαν τῆς Ὁμοσπονδίας τῶν δημοσίων ὑπαλλήλων, ἡ ὁποία ὑπέβαλε τὰ αἰτήματα τῶν ὑπαλλήλων. Ὁ κ. Βενιζέλος ἀπήντησεν ὅτι αἱ αὐξήσεις τῶν μισθῶν θὰ ἰσχύσουν ἀπὸ τῆς 1ης Ὀκτωβρίου. bbox=[490, 1367, 627, 1572]
table-cell: — bbox=[135, 1215, 175, 1225]
headline-line: Ο ΧΘΕΣΙΝΟΣ ΝΥΚΤΕΡΙΝΟΣ ΦΟΝΟΣ bbox=[1215, 1054, 1436, 1078]
table-cell: 97.50 bbox=[131, 1180, 172, 1190]
table-cell: 1889 bbox=[97, 1082, 129, 1091]
story-subtitle: ΘΑ ΔΙΑΡΚΕΣΗ ΕΠΙ ΔΕΚΑ ΗΜΕΡΑΣ bbox=[1230, 521, 1412, 533]
fiscal-article bbox=[917, 1302, 1141, 2172]
table-cell: 1927 bbox=[97, 1225, 135, 1235]
exchange-title: ΕΚ ΤΟΥ ΓΡΑΦΕΙΟΥ Ι. Η. ΣΤΕΚΛΑΚΗ bbox=[105, 1256, 262, 1266]
article-text: Ὑπὸ τοῦ κ. Βενιζέλου ἐλήφθη ἡ ἀπόφασις ὅπως ἐφαρμοσθῇ ἑνιαία φορολογικὴ καὶ οἰκονομικὴ πολιτικὴ εἰς ὅλας τὰς περιφερείας. ΣΥΖΗΤΗΣΙΣ ΔΗΜΑΡΧΟΥ. Ἐπίσης ὁ Δήμαρχος ἐζήτησε παρὰ τῆς Κυβερνήσεως τὴν χορήγησιν πιστώσεων διὰ τὴν ἐκτέλεσιν τῶν ἔργων τοῦ Δήμου. bbox=[924, 1340, 1141, 1429]
